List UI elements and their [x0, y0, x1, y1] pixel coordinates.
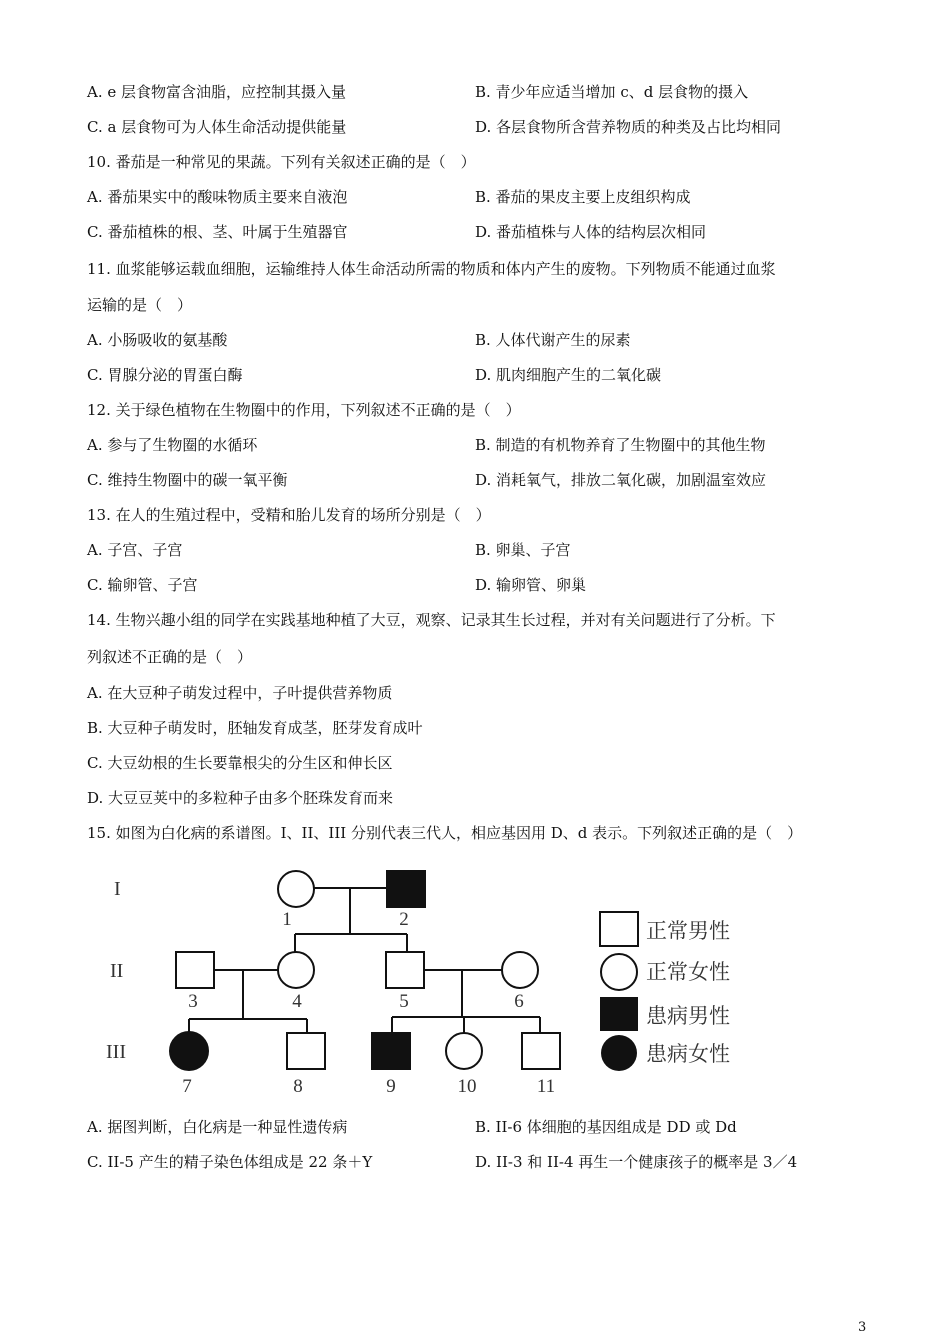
- q13-option-c: C. 输卵管、子宫: [87, 576, 198, 594]
- legend-affected-female-label: 患病女性: [646, 1042, 730, 1066]
- label-6: 6: [514, 991, 524, 1012]
- q14-option-c: C. 大豆幼根的生长要靠根尖的分生区和伸长区: [87, 754, 393, 772]
- label-3: 3: [188, 991, 198, 1012]
- label-4: 4: [292, 991, 302, 1012]
- q10-stem: 10. 番茄是一种常见的果蔬。下列有关叙述正确的是（ ）: [87, 153, 476, 171]
- q9-option-b: B. 青少年应适当增加 c、d 层食物的摄入: [475, 83, 749, 101]
- individual-numbers: [182, 909, 555, 1097]
- q11-stem-line1: 11. 血浆能够运载血细胞，运输维持人体生命活动所需的物质和体内产生的废物。下列物质不能通过血浆: [87, 260, 776, 278]
- q11-option-a: A. 小肠吸收的氨基酸: [87, 331, 228, 349]
- q11-option-b: B. 人体代谢产生的尿素: [475, 331, 631, 349]
- legend-affected-female-icon: [601, 1035, 637, 1071]
- label-10: 10: [457, 1076, 477, 1097]
- q12-stem: 12. 关于绿色植物在生物圈中的作用，下列叙述不正确的是（ ）: [87, 401, 521, 419]
- q14-option-b: B. 大豆种子萌发时，胚轴发育成茎，胚芽发育成叶: [87, 719, 423, 737]
- q12-option-a: A. 参与了生物圈的水循环: [87, 436, 258, 454]
- pedigree-legend: [600, 912, 730, 1071]
- q12-option-c: C. 维持生物圈中的碳一氧平衡: [87, 471, 288, 489]
- individual-10-normal-female: [446, 1033, 482, 1069]
- individual-1-normal-female: [278, 871, 314, 907]
- q14-option-d: D. 大豆豆荚中的多粒种子由多个胚珠发育而来: [87, 789, 394, 807]
- pedigree-lines: [189, 888, 540, 1033]
- label-8: 8: [293, 1076, 303, 1097]
- legend-affected-male-label: 患病男性: [646, 1004, 730, 1028]
- individual-2-affected-male: [387, 871, 425, 907]
- q15-option-b: B. II-6 体细胞的基因组成是 DD 或 Dd: [475, 1118, 737, 1136]
- q10-option-d: D. 番茄植株与人体的结构层次相同: [475, 223, 707, 241]
- individual-8-normal-male: [287, 1033, 325, 1069]
- individual-4-normal-female: [278, 952, 314, 988]
- label-11: 11: [536, 1076, 556, 1097]
- q13-option-b: B. 卵巢、子宫: [475, 541, 571, 559]
- pedigree-chart: [100, 862, 750, 1102]
- gen-label-1: I: [114, 878, 121, 900]
- label-2: 2: [399, 909, 409, 930]
- q9-option-a: A. e 层食物富含油脂，应控制其摄入量: [87, 83, 347, 101]
- page-number: 3: [858, 1320, 867, 1335]
- q9-option-d: D. 各层食物所含营养物质的种类及占比均相同: [475, 118, 782, 136]
- q14-stem-line2: 列叙述不正确的是（ ）: [87, 648, 253, 666]
- q14-option-a: A. 在大豆种子萌发过程中，子叶提供营养物质: [87, 684, 393, 702]
- label-7: 7: [182, 1076, 192, 1097]
- q11-option-c: C. 胃腺分泌的胃蛋白酶: [87, 366, 243, 384]
- q12-option-d: D. 消耗氧气，排放二氧化碳，加剧温室效应: [475, 471, 767, 489]
- generation-labels: [106, 878, 126, 1063]
- q10-option-c: C. 番茄植株的根、茎、叶属于生殖器官: [87, 223, 348, 241]
- q15-stem: 15. 如图为白化病的系谱图。I、II、III 分别代表三代人，相应基因用 D、d 表示。下列叙述正确的是（ ）: [87, 824, 803, 842]
- q13-stem: 13. 在人的生殖过程中，受精和胎儿发育的场所分别是（ ）: [87, 506, 491, 524]
- gen-label-2: II: [110, 960, 124, 982]
- q13-option-a: A. 子宫、子宫: [87, 541, 183, 559]
- individual-5-normal-male: [386, 952, 424, 988]
- q11-stem-line2: 运输的是（ ）: [87, 296, 193, 314]
- q13-option-d: D. 输卵管、卵巢: [475, 576, 587, 594]
- q14-stem-line1: 14. 生物兴趣小组的同学在实践基地种植了大豆，观察、记录其生长过程，并对有关问题进行了分析。下: [87, 611, 776, 629]
- legend-affected-male-icon: [600, 997, 638, 1031]
- legend-normal-female-label: 正常女性: [646, 960, 730, 984]
- legend-normal-male-label: 正常男性: [646, 919, 730, 943]
- individual-3-normal-male: [176, 952, 214, 988]
- label-5: 5: [399, 991, 409, 1012]
- label-1: 1: [282, 909, 292, 930]
- q10-option-a: A. 番茄果实中的酸味物质主要来自液泡: [87, 188, 348, 206]
- q15-option-a: A. 据图判断，白化病是一种显性遗传病: [87, 1118, 348, 1136]
- individual-6-normal-female: [502, 952, 538, 988]
- individual-7-affected-female: [170, 1032, 208, 1070]
- q15-option-d: D. II-3 和 II-4 再生一个健康孩子的概率是 3／4: [475, 1153, 798, 1171]
- legend-normal-female-icon: [601, 954, 637, 990]
- q11-option-d: D. 肌肉细胞产生的二氧化碳: [475, 366, 662, 384]
- q12-option-b: B. 制造的有机物养育了生物圈中的其他生物: [475, 436, 766, 454]
- gen-label-3: III: [106, 1041, 126, 1063]
- legend-normal-male-icon: [600, 912, 638, 946]
- q10-option-b: B. 番茄的果皮主要上皮组织构成: [475, 188, 691, 206]
- individual-9-affected-male: [372, 1033, 410, 1069]
- label-9: 9: [386, 1076, 396, 1097]
- q9-option-c: C. a 层食物可为人体生命活动提供能量: [87, 118, 347, 136]
- q15-option-c: C. II-5 产生的精子染色体组成是 22 条＋Y: [87, 1153, 373, 1171]
- individual-11-normal-male: [522, 1033, 560, 1069]
